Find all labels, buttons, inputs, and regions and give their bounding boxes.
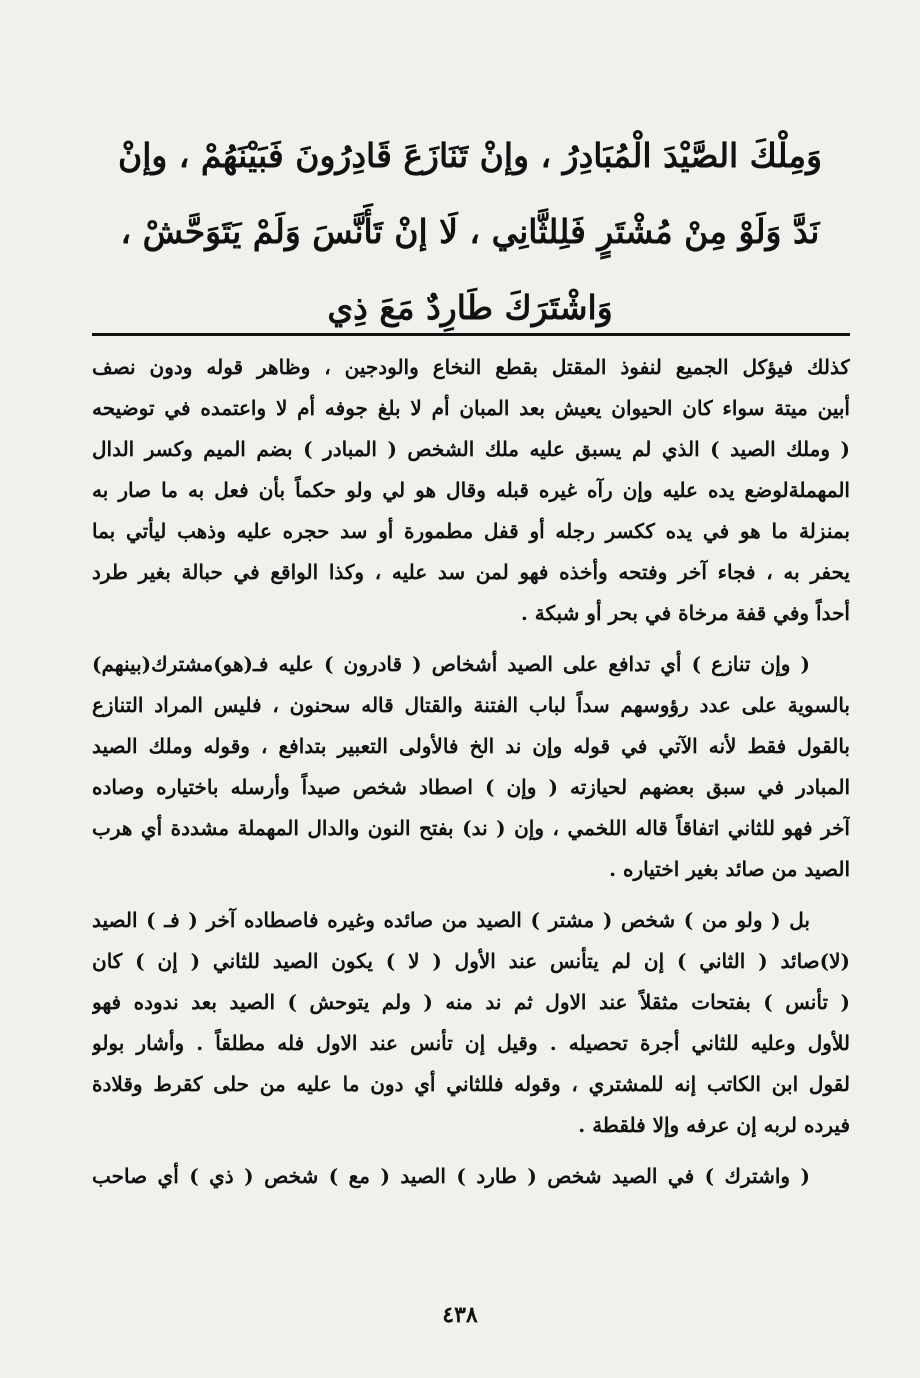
page-number: ٤٣٨ <box>442 1302 478 1328</box>
text-line: ( تأنس ) بفتحات مثقلاً عند الاول ثم ند منه ( ولم يتوحش ) الصيد بعد ندوده فهو <box>92 990 850 1014</box>
text-line: (لا)صائد ( الثاني ) إن لم يتأنس عند الأول ( لا ) يكون الصيد للثاني ( إن ) كان <box>92 949 850 973</box>
text-line: للأول وعليه للثاني أجرة تحصيله . وقيل إن تأنس عند الاول فله مطلقاً . وأشار بولو <box>92 1031 850 1055</box>
text-line: بمنزلة ما هو في يده ككسر رجله أو قفل مطمورة أو سد حجره عليه وذهب ليأتي بما <box>92 519 850 543</box>
text-line: المهملةلوضع يده عليه وإن رآه غيره قبله وقال هو لي ولو حكماً بأن فعل به ما صار به <box>92 478 850 502</box>
matn-line: وَمِلْكَ الصَّيْدَ الْمُبَادِرُ ، وإنْ تَنَازَعَ قَادِرُونَ فَبَيْنَهُمْ ، وإنْ <box>117 136 823 175</box>
commentary-paragraph <box>92 347 850 634</box>
matn-line: نَدَّ وَلَوْ مِنْ مُشْتَرٍ فَلِلثَّانِي ، لَا إنْ تَأَنَّسَ وَلَمْ يَتَوَحَّشْ ، <box>120 212 820 251</box>
text-line: بالقول فقط لأنه الآتي في قوله وإن ند الخ فالأولى التعبير بتدافع ، وقوله وملك الصيد <box>92 734 850 758</box>
commentary-paragraph <box>92 900 850 1146</box>
text-line: الصيد من صائد بغير اختياره . <box>609 857 850 881</box>
text-line: آخر فهو للثاني اتفاقاً قاله اللخمي ، وإن ( ند) بفتح النون والدال المهملة مشددة أي هرب <box>92 816 850 840</box>
text-line: أبين ميتة سواء كان الحيوان يعيش بعد المبان أم لا بلغ جوفه أم لا واعتمده في توضيحه <box>92 396 850 420</box>
text-line: بل ( ولو من ) شخص ( مشتر ) الصيد من صائده وغيره فاصطاده آخر ( فـ ) الصيد <box>92 908 810 932</box>
divider-rule <box>92 333 850 336</box>
commentary-paragraph <box>92 1156 850 1197</box>
matn-line: وَاشْتَرَكَ طَارِدٌ مَعَ ذِي <box>327 288 613 327</box>
text-line: كذلك فيؤكل الجميع لنفوذ المقتل بقطع النخاع والودجين ، وظاهر قوله ودون نصف <box>92 355 850 379</box>
text-line: ( وإن تنازع ) أي تدافع على الصيد أشخاص ( قادرون ) عليه فـ(هو)مشترك(بينهم) <box>92 652 810 676</box>
text-line: بالسوية على عدد رؤوسهم سداً لباب الفتنة والقتال قاله سحنون ، فليس المراد التنازع <box>92 693 850 717</box>
text-line: المبادر في سبق بعضهم لحيازته ( وإن ) اصطاد شخص صيداً وأرسله باختياره وصاده <box>92 775 850 799</box>
text-line: فيرده لربه إن عرفه وإلا فلقطة . <box>578 1113 850 1137</box>
text-line: أحداً وفي قفة مرخاة في بحر أو شبكة . <box>520 601 850 625</box>
text-line: لقول ابن الكاتب إنه للمشتري ، وقوله فللثاني أي دون ما عليه من حلى كقرط وقلادة <box>92 1072 850 1096</box>
matn-text <box>110 118 830 346</box>
text-line: يحفر به ، فجاء آخر وفتحه وأخذه فهو لمن سد عليه ، وكذا الواقع في حبالة بغير طرد <box>92 560 850 584</box>
text-line: ( واشترك ) في الصيد شخص ( طارد ) الصيد ( مع ) شخص ( ذي ) أي صاحب <box>92 1164 810 1188</box>
commentary-text <box>92 347 850 1207</box>
text-line: ( وملك الصيد ) الذي لم يسبق عليه ملك الشخص ( المبادر ) بضم الميم وكسر الدال <box>92 437 850 461</box>
commentary-paragraph <box>92 644 850 890</box>
